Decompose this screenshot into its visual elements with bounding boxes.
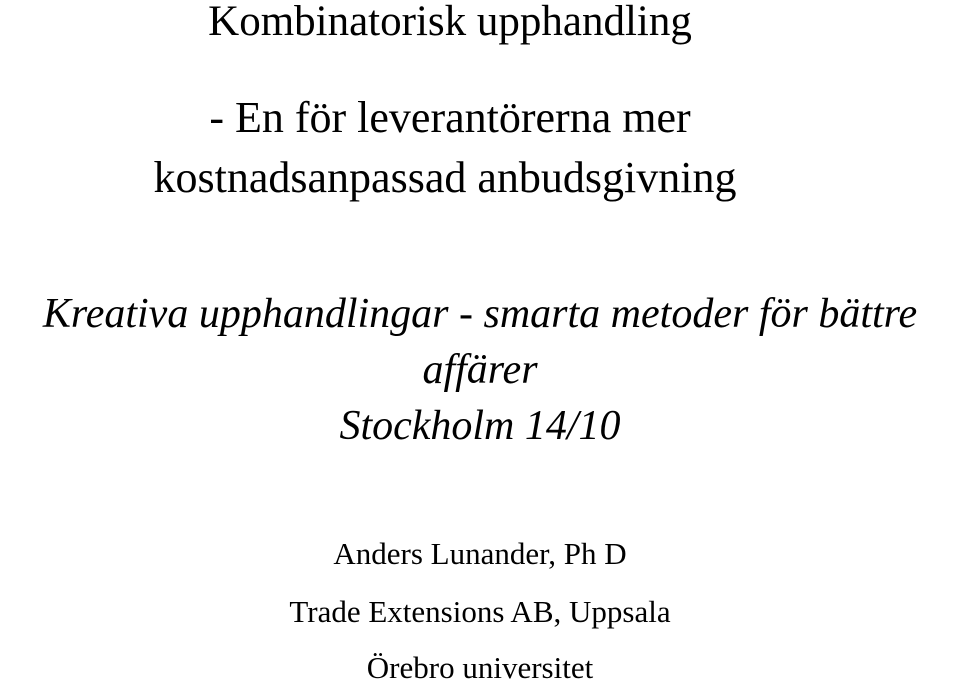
event-location-date: Stockholm 14/10 xyxy=(339,403,621,449)
event-name-line-2: affärer xyxy=(422,347,538,393)
author-affiliation-1: Trade Extensions AB, Uppsala xyxy=(289,594,671,629)
slide-title: Kombinatorisk upphandling xyxy=(208,0,692,45)
author-affiliation-2: Örebro universitet xyxy=(366,650,594,685)
author-name: Anders Lunander, Ph D xyxy=(333,536,627,571)
event-name-line-1: Kreativa upphandlingar - smarta metoder för bättre xyxy=(42,291,918,337)
subtitle-line-1: - En för leverantörerna mer xyxy=(209,93,691,142)
subtitle-line-2: kostnadsanpassad anbudsgivning xyxy=(153,153,737,202)
